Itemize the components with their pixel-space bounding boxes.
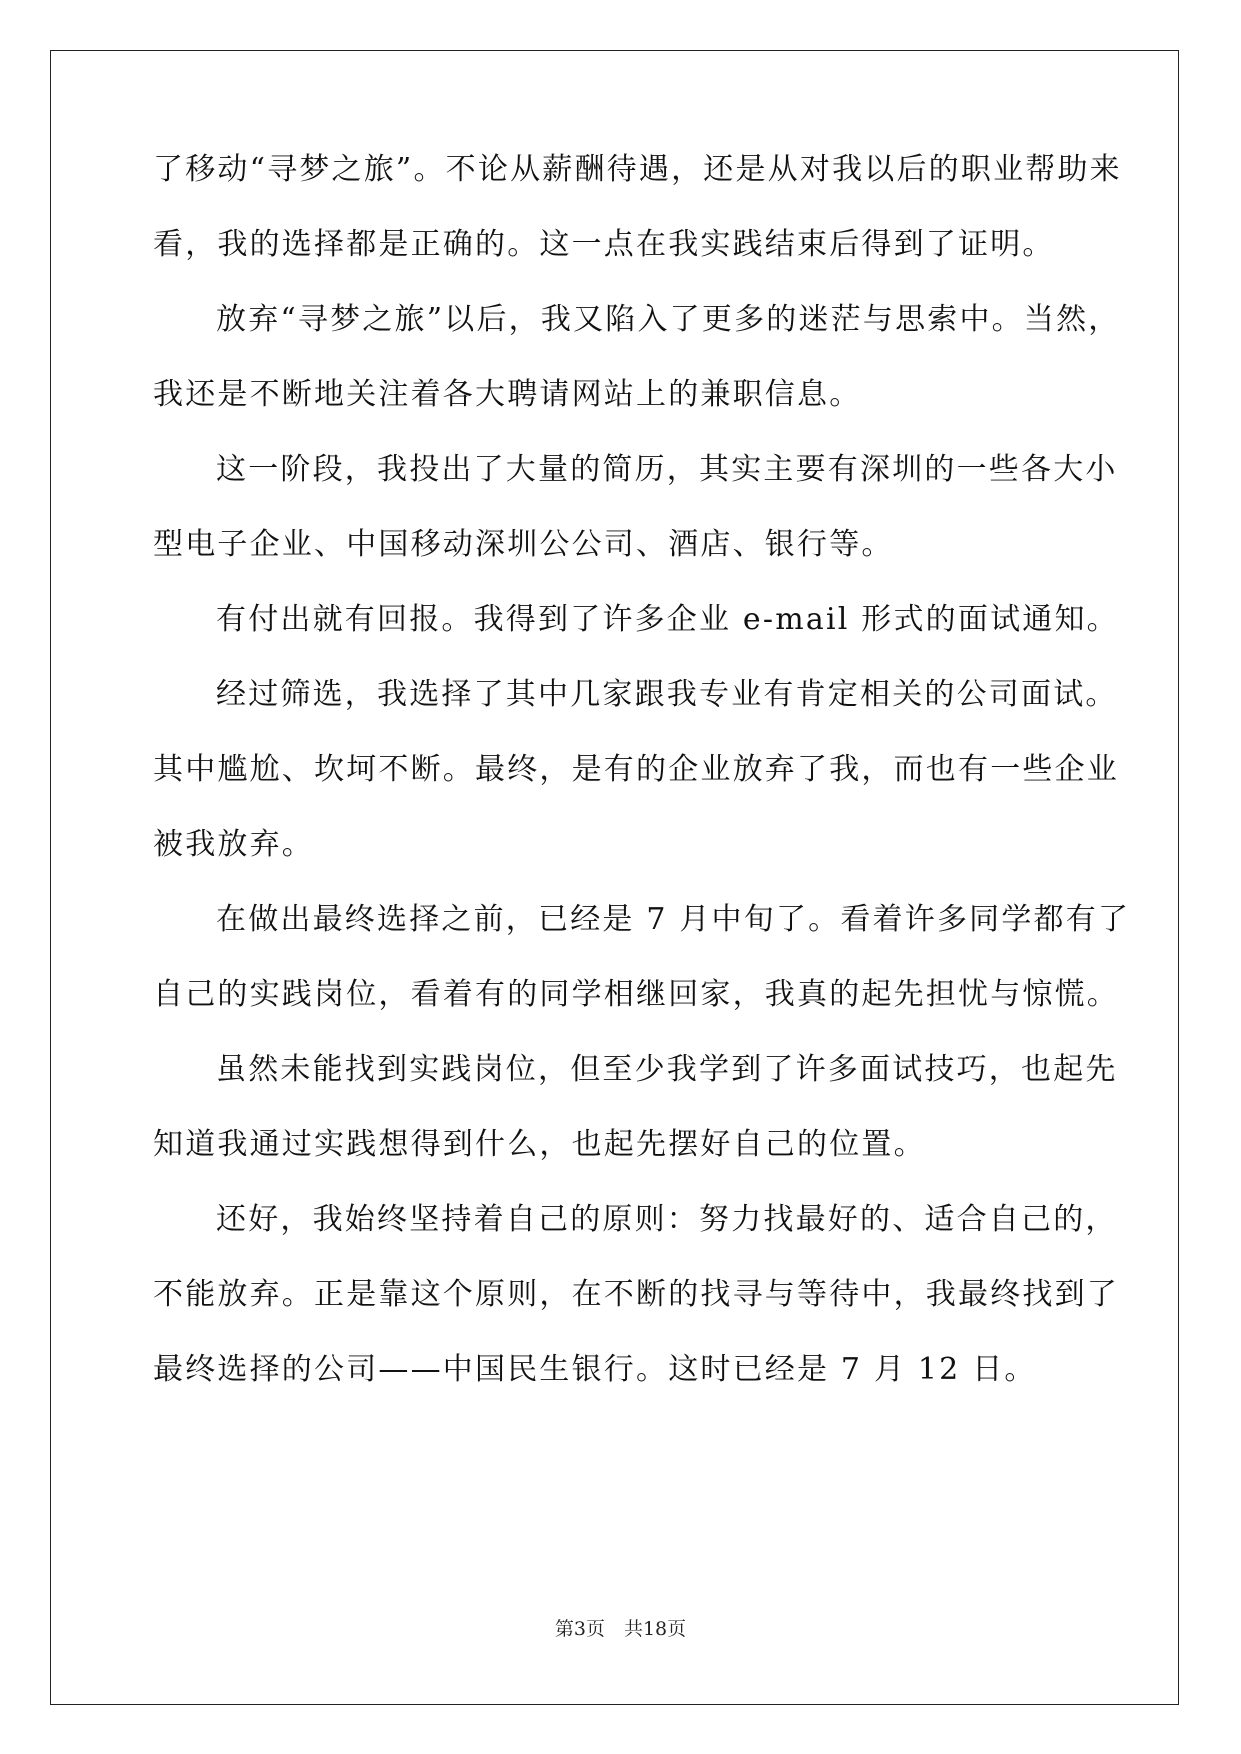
text-line-5: 这一阶段，我投出了大量的简历，其实主要有深圳的一些各大小 <box>216 452 1118 487</box>
text-line-1: 了移动“寻梦之旅”。不论从薪酬待遇，还是从对我以后的职业帮助来 <box>153 152 1122 187</box>
text-line-10: 被我放弃。 <box>153 827 314 862</box>
text-line-17: 最终选择的公司——中国民生银行。这时已经是 7 月 12 日。 <box>153 1352 1037 1387</box>
text-line-8: 经过筛选，我选择了其中几家跟我专业有肯定相关的公司面试。 <box>216 677 1118 712</box>
text-line-6: 型电子企业、中国移动深圳公公司、酒店、银行等。 <box>153 527 894 562</box>
page-border <box>50 50 1179 1705</box>
page-number-footer: 第3页 共18页 <box>554 1618 687 1640</box>
text-line-9: 其中尴尬、坎坷不断。最终，是有的企业放弃了我，而也有一些企业 <box>153 752 1119 787</box>
text-line-15: 还好，我始终坚持着自己的原则：努力找最好的、适合自己的， <box>216 1202 1118 1237</box>
text-line-2: 看，我的选择都是正确的。这一点在我实践结束后得到了证明。 <box>153 227 1055 262</box>
text-line-14: 知道我通过实践想得到什么，也起先摆好自己的位置。 <box>153 1127 926 1162</box>
text-line-7: 有付出就有回报。我得到了许多企业 e-mail 形式的面试通知。 <box>216 602 1119 637</box>
text-line-11: 在做出最终选择之前，已经是 7 月中旬了。看着许多同学都有了 <box>216 902 1131 937</box>
text-line-12: 自己的实践岗位，看着有的同学相继回家，我真的起先担忧与惊慌。 <box>153 977 1119 1012</box>
text-line-13: 虽然未能找到实践岗位，但至少我学到了许多面试技巧，也起先 <box>216 1052 1118 1087</box>
text-line-3: 放弃“寻梦之旅”以后，我又陷入了更多的迷茫与思索中。当然， <box>216 302 1121 337</box>
text-line-16: 不能放弃。正是靠这个原则，在不断的找寻与等待中，我最终找到了 <box>153 1277 1119 1312</box>
text-line-4: 我还是不断地关注着各大聘请网站上的兼职信息。 <box>153 377 862 412</box>
